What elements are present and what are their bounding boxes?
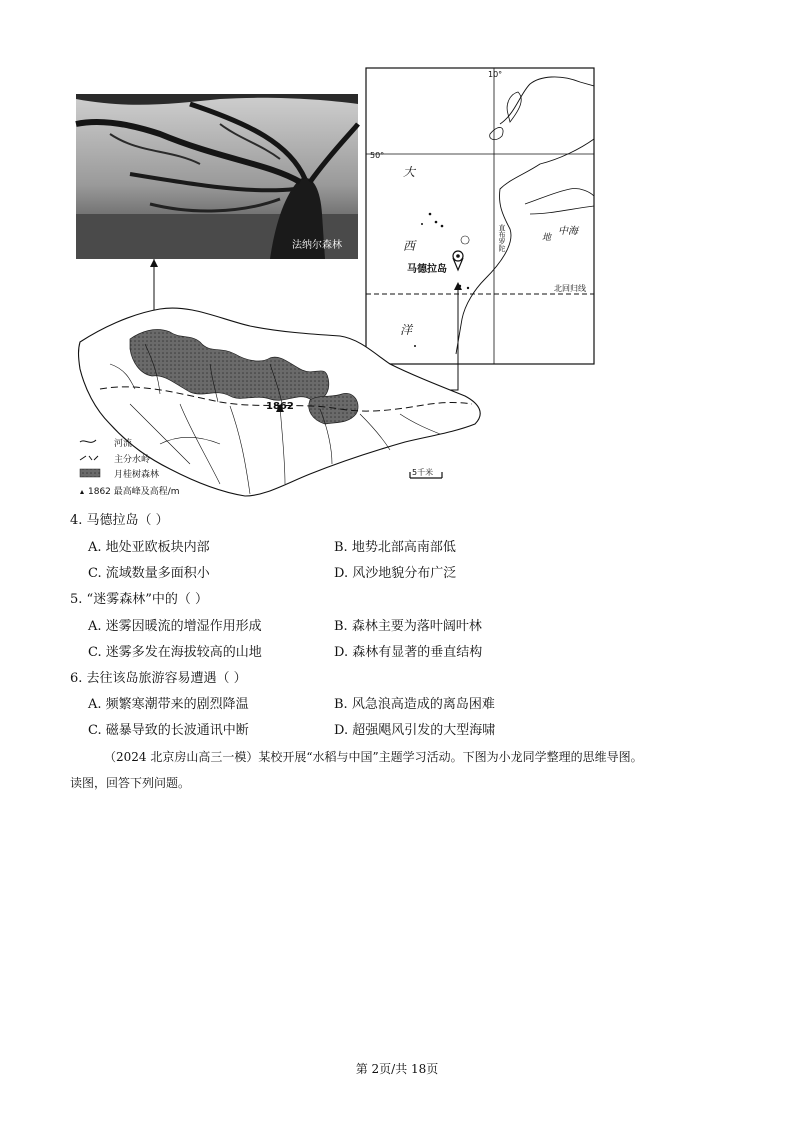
option-text: 磁暴导致的长波通讯中断: [105, 723, 249, 738]
label-tropic: 北回归线: [554, 284, 586, 293]
q4-option-b[interactable]: [334, 539, 456, 557]
q6-option-c[interactable]: [88, 722, 249, 740]
option-letter: C.: [88, 566, 102, 581]
question-stem: “迷雾森林”中的（ ）: [86, 592, 208, 607]
option-letter: A.: [88, 540, 102, 555]
q5-option-a[interactable]: [88, 618, 262, 636]
option-letter: B.: [334, 540, 348, 555]
option-letter: A.: [88, 619, 102, 634]
option-letter: D.: [334, 723, 349, 738]
photo-arrow-head: [150, 259, 158, 267]
question-4: [70, 512, 169, 530]
option-letter: A.: [88, 697, 102, 712]
question-5: [70, 591, 208, 609]
q6-option-b[interactable]: [334, 696, 495, 714]
option-text: 地处亚欧板块内部: [105, 540, 210, 555]
option-text: 频繁寒潮带来的剧烈降温: [105, 697, 249, 712]
option-text: 流域数量多面积小: [105, 566, 210, 581]
q5-option-b[interactable]: [334, 618, 482, 636]
q4-option-c[interactable]: [88, 565, 210, 583]
q5-option-d[interactable]: [334, 644, 482, 662]
option-text: 迷雾因暖流的增湿作用形成: [105, 619, 262, 634]
label-lon: 10°: [488, 70, 503, 79]
label-sea-2: 中海: [558, 226, 578, 237]
option-text: 超强飓风引发的大型海啸: [352, 723, 496, 738]
legend-forest: 月桂树森林: [114, 470, 160, 480]
label-island: 马德拉岛: [407, 264, 447, 275]
option-text: 森林有显著的垂直结构: [352, 645, 483, 660]
option-letter: B.: [334, 619, 348, 634]
label-sea-1: 地: [542, 233, 552, 243]
forest-photo: [76, 94, 358, 259]
option-text: 地势北部高南部低: [351, 540, 456, 555]
intro-line-1: （2024 北京房山高三一模）某校开展“水稻与中国”主题学习活动。下图为小龙同学整理的思维导图。: [104, 750, 643, 764]
elevation-label: 1862: [266, 401, 294, 412]
option-letter: D.: [334, 566, 349, 581]
peak-symbol-icon: [80, 490, 84, 494]
q6-option-d[interactable]: [334, 722, 495, 740]
option-letter: C.: [88, 723, 102, 738]
q6-option-a[interactable]: [88, 696, 249, 714]
option-text: 风沙地貌分布广泛: [352, 566, 457, 581]
question-6: [70, 670, 247, 688]
river-symbol-icon: [80, 440, 96, 442]
photo-caption: 法纳尔森林: [292, 240, 342, 251]
label-ocean-1: 大: [403, 165, 416, 179]
figure-svg: [70, 64, 610, 504]
legend-divide: 主分水岭: [114, 455, 151, 465]
q4-option-a[interactable]: [88, 539, 210, 557]
q4-option-d[interactable]: [334, 565, 456, 583]
question-number: 6.: [70, 671, 83, 686]
label-strait: 直布罗陀: [498, 224, 506, 252]
divide-symbol-icon: [80, 456, 98, 460]
next-set-intro: [70, 744, 730, 796]
option-letter: C.: [88, 645, 102, 660]
question-stem: 马德拉岛（ ）: [86, 513, 169, 528]
scale-label: 5千米: [412, 468, 434, 477]
question-number: 4.: [70, 513, 83, 528]
locator-map: [366, 68, 594, 364]
legend-river: 河流: [114, 439, 133, 449]
option-text: 风急浪高造成的离岛困难: [351, 697, 495, 712]
label-ocean-3: 洋: [400, 323, 413, 337]
figure: [70, 64, 610, 504]
option-letter: B.: [334, 697, 348, 712]
forest-symbol-icon: [80, 469, 100, 477]
label-lat: 50°: [370, 151, 385, 160]
label-ocean-2: 西: [403, 239, 416, 253]
option-letter: D.: [334, 645, 349, 660]
q5-option-c[interactable]: [88, 644, 262, 662]
question-stem: 去往该岛旅游容易遭遇（ ）: [86, 671, 247, 686]
page-footer: 第 2页/共 18页: [355, 1062, 439, 1076]
option-text: 森林主要为落叶阔叶林: [351, 619, 482, 634]
option-text: 迷雾多发在海拔较高的山地: [105, 645, 262, 660]
question-number: 5.: [70, 592, 83, 607]
legend-peak: 1862 最高峰及高程/m: [88, 487, 180, 497]
intro-line-2: 读图，回答下列问题。: [70, 776, 191, 790]
